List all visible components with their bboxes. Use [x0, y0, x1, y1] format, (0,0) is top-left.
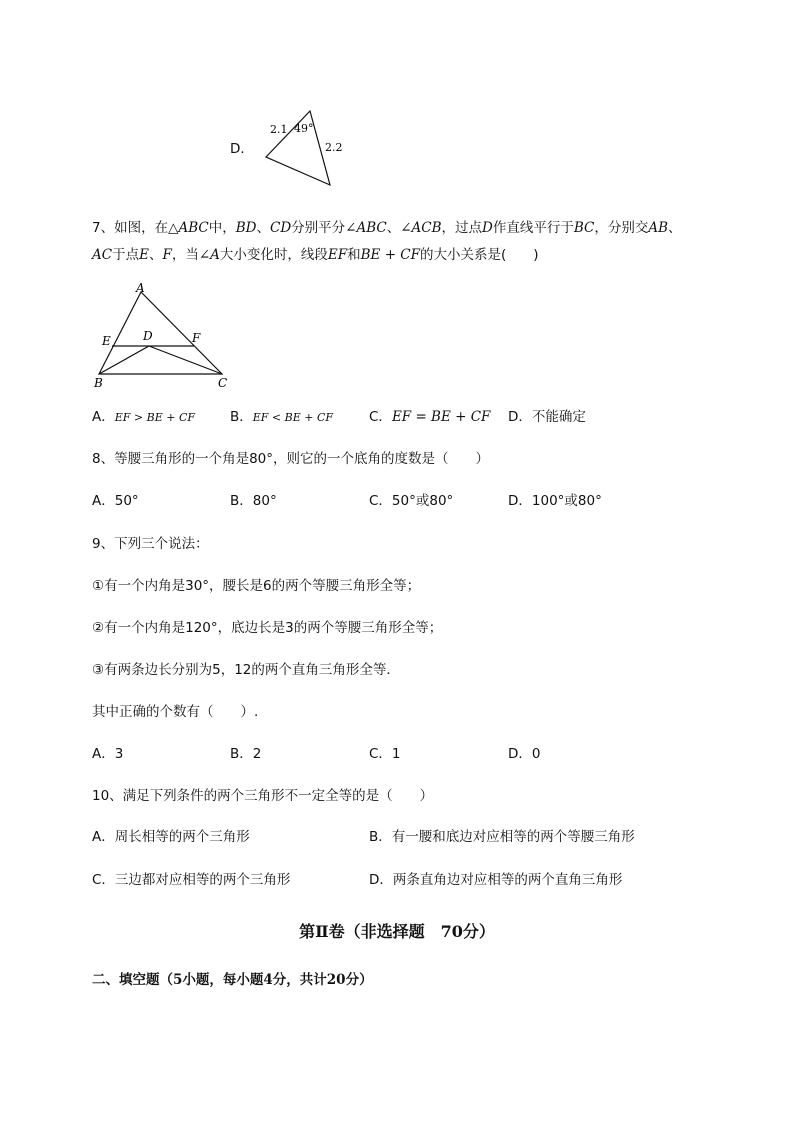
- q7-option-a-expr: EF > BE + CF: [114, 411, 195, 424]
- q7-option-d-label: D．: [508, 409, 532, 425]
- q7-text: ，过点: [441, 220, 483, 236]
- q10-option-b: B．有一腰和底边对应相等的两个等腰三角形: [369, 829, 635, 845]
- q7-text: 的大小关系是( ): [420, 247, 539, 263]
- q10-option-a: A．周长相等的两个三角形: [92, 829, 250, 845]
- q6-option-d-label: D．: [230, 141, 254, 157]
- q7-option-c: [369, 408, 490, 426]
- q8-option-b: B．80°: [230, 493, 277, 509]
- q7-option-d: [508, 408, 586, 426]
- q6-option-d-figure: [260, 105, 360, 190]
- q7-label-b: B: [94, 376, 103, 390]
- q7-text: 、: [148, 247, 163, 263]
- q9-option-d: D．0: [508, 746, 541, 762]
- q7-option-c-label: C．: [369, 409, 392, 425]
- q10-stem: 10、满足下列条件的两个三角形不一定全等的是（ ）: [92, 788, 434, 804]
- q7-segment-ab: AB: [648, 220, 669, 236]
- q7-text: 作直线平行于: [492, 220, 574, 236]
- q7-sum-be-cf: BE + CF: [360, 247, 420, 263]
- q9-statement-3: ③有两条边长分别为5，12的两个直角三角形全等．: [92, 662, 400, 678]
- q7-text: 大小变化时，线段: [219, 247, 328, 263]
- q7-text: ，分别交: [594, 220, 649, 236]
- section-2-title: 第Ⅱ卷（非选择题 70分）: [299, 922, 495, 941]
- q7-figure: [88, 278, 238, 393]
- q7-text: 于点: [112, 247, 140, 263]
- q8-option-a: A．50°: [92, 493, 139, 509]
- q9-option-b: B．2: [230, 746, 262, 762]
- q7-segment-bc: BC: [573, 220, 595, 236]
- q10-option-c: C．三边都对应相等的两个三角形: [92, 872, 291, 888]
- q7-label-c: C: [218, 376, 228, 390]
- q7-stem-line1: [92, 219, 682, 237]
- q6-fig-right-side: 2.2: [325, 141, 343, 154]
- q7-text: 分别平分: [291, 220, 346, 236]
- fill-in-blank-heading: 二、填空题（5小题，每小题4分，共计20分）: [92, 972, 373, 988]
- q7-point-d: D: [482, 220, 493, 236]
- q7-label-f: F: [192, 331, 201, 345]
- q7-angle-a: ∠A: [198, 247, 220, 263]
- q7-point-e: E: [139, 247, 149, 263]
- q7-label-e: E: [102, 334, 111, 348]
- q7-text: 中，: [208, 220, 236, 236]
- q9-stem: 9、下列三个说法：: [92, 536, 209, 552]
- q9-statement-1: ①有一个内角是30°，腰长是6的两个等腰三角形全等；: [92, 578, 421, 594]
- q7-angle-abc: ∠ABC: [345, 220, 387, 236]
- q7-option-b: [230, 408, 333, 427]
- q7-option-a: [92, 408, 195, 427]
- q7-line-dc: [149, 346, 222, 374]
- q7-segment-bd: BD: [235, 220, 257, 236]
- q7-label-d: D: [143, 329, 153, 343]
- q7-angle-acb: ∠ACB: [400, 220, 442, 236]
- q7-text: ，当: [171, 247, 199, 263]
- q7-text: 和: [347, 247, 361, 263]
- q9-option-c: C．1: [369, 746, 401, 762]
- q6-fig-left-side: 2.1: [270, 123, 288, 136]
- q9-option-a: A．3: [92, 746, 124, 762]
- q8-option-d: D．100°或80°: [508, 493, 602, 509]
- q7-option-b-expr: EF < BE + CF: [252, 411, 334, 424]
- q7-triangle-abc: △ABC: [168, 220, 209, 236]
- q8-option-c: C．50°或80°: [369, 493, 454, 509]
- q7-text: 、: [256, 220, 270, 236]
- q10-option-d: D．两条直角边对应相等的两个直角三角形: [369, 872, 623, 888]
- q7-text: 、: [668, 220, 682, 236]
- q9-statement-2: ②有一个内角是120°，底边长是3的两个等腰三角形全等；: [92, 620, 443, 636]
- q7-segment-cd: CD: [269, 220, 292, 236]
- q7-stem-line2: [92, 246, 539, 264]
- q7-text: 7、如图，在: [92, 220, 169, 236]
- q7-text: 、: [386, 220, 401, 236]
- q7-segment-ef: EF: [327, 247, 348, 263]
- q9-question: 其中正确的个数有（ ）.: [92, 704, 259, 720]
- q8-stem: 8、等腰三角形的一个角是80°，则它的一个底角的度数是（ ）: [92, 451, 490, 467]
- q7-point-f: F: [162, 247, 172, 263]
- q7-triangle: [99, 292, 222, 374]
- q7-option-b-label: B．: [230, 409, 253, 425]
- q7-segment-ac: AC: [92, 247, 113, 263]
- q7-option-c-expr: EF = BE + CF: [391, 409, 491, 425]
- q7-label-a: A: [136, 281, 145, 295]
- q6-fig-angle: 49°: [294, 122, 314, 135]
- q7-option-a-label: A．: [92, 409, 115, 425]
- q7-option-d-text: 不能确定: [531, 409, 586, 425]
